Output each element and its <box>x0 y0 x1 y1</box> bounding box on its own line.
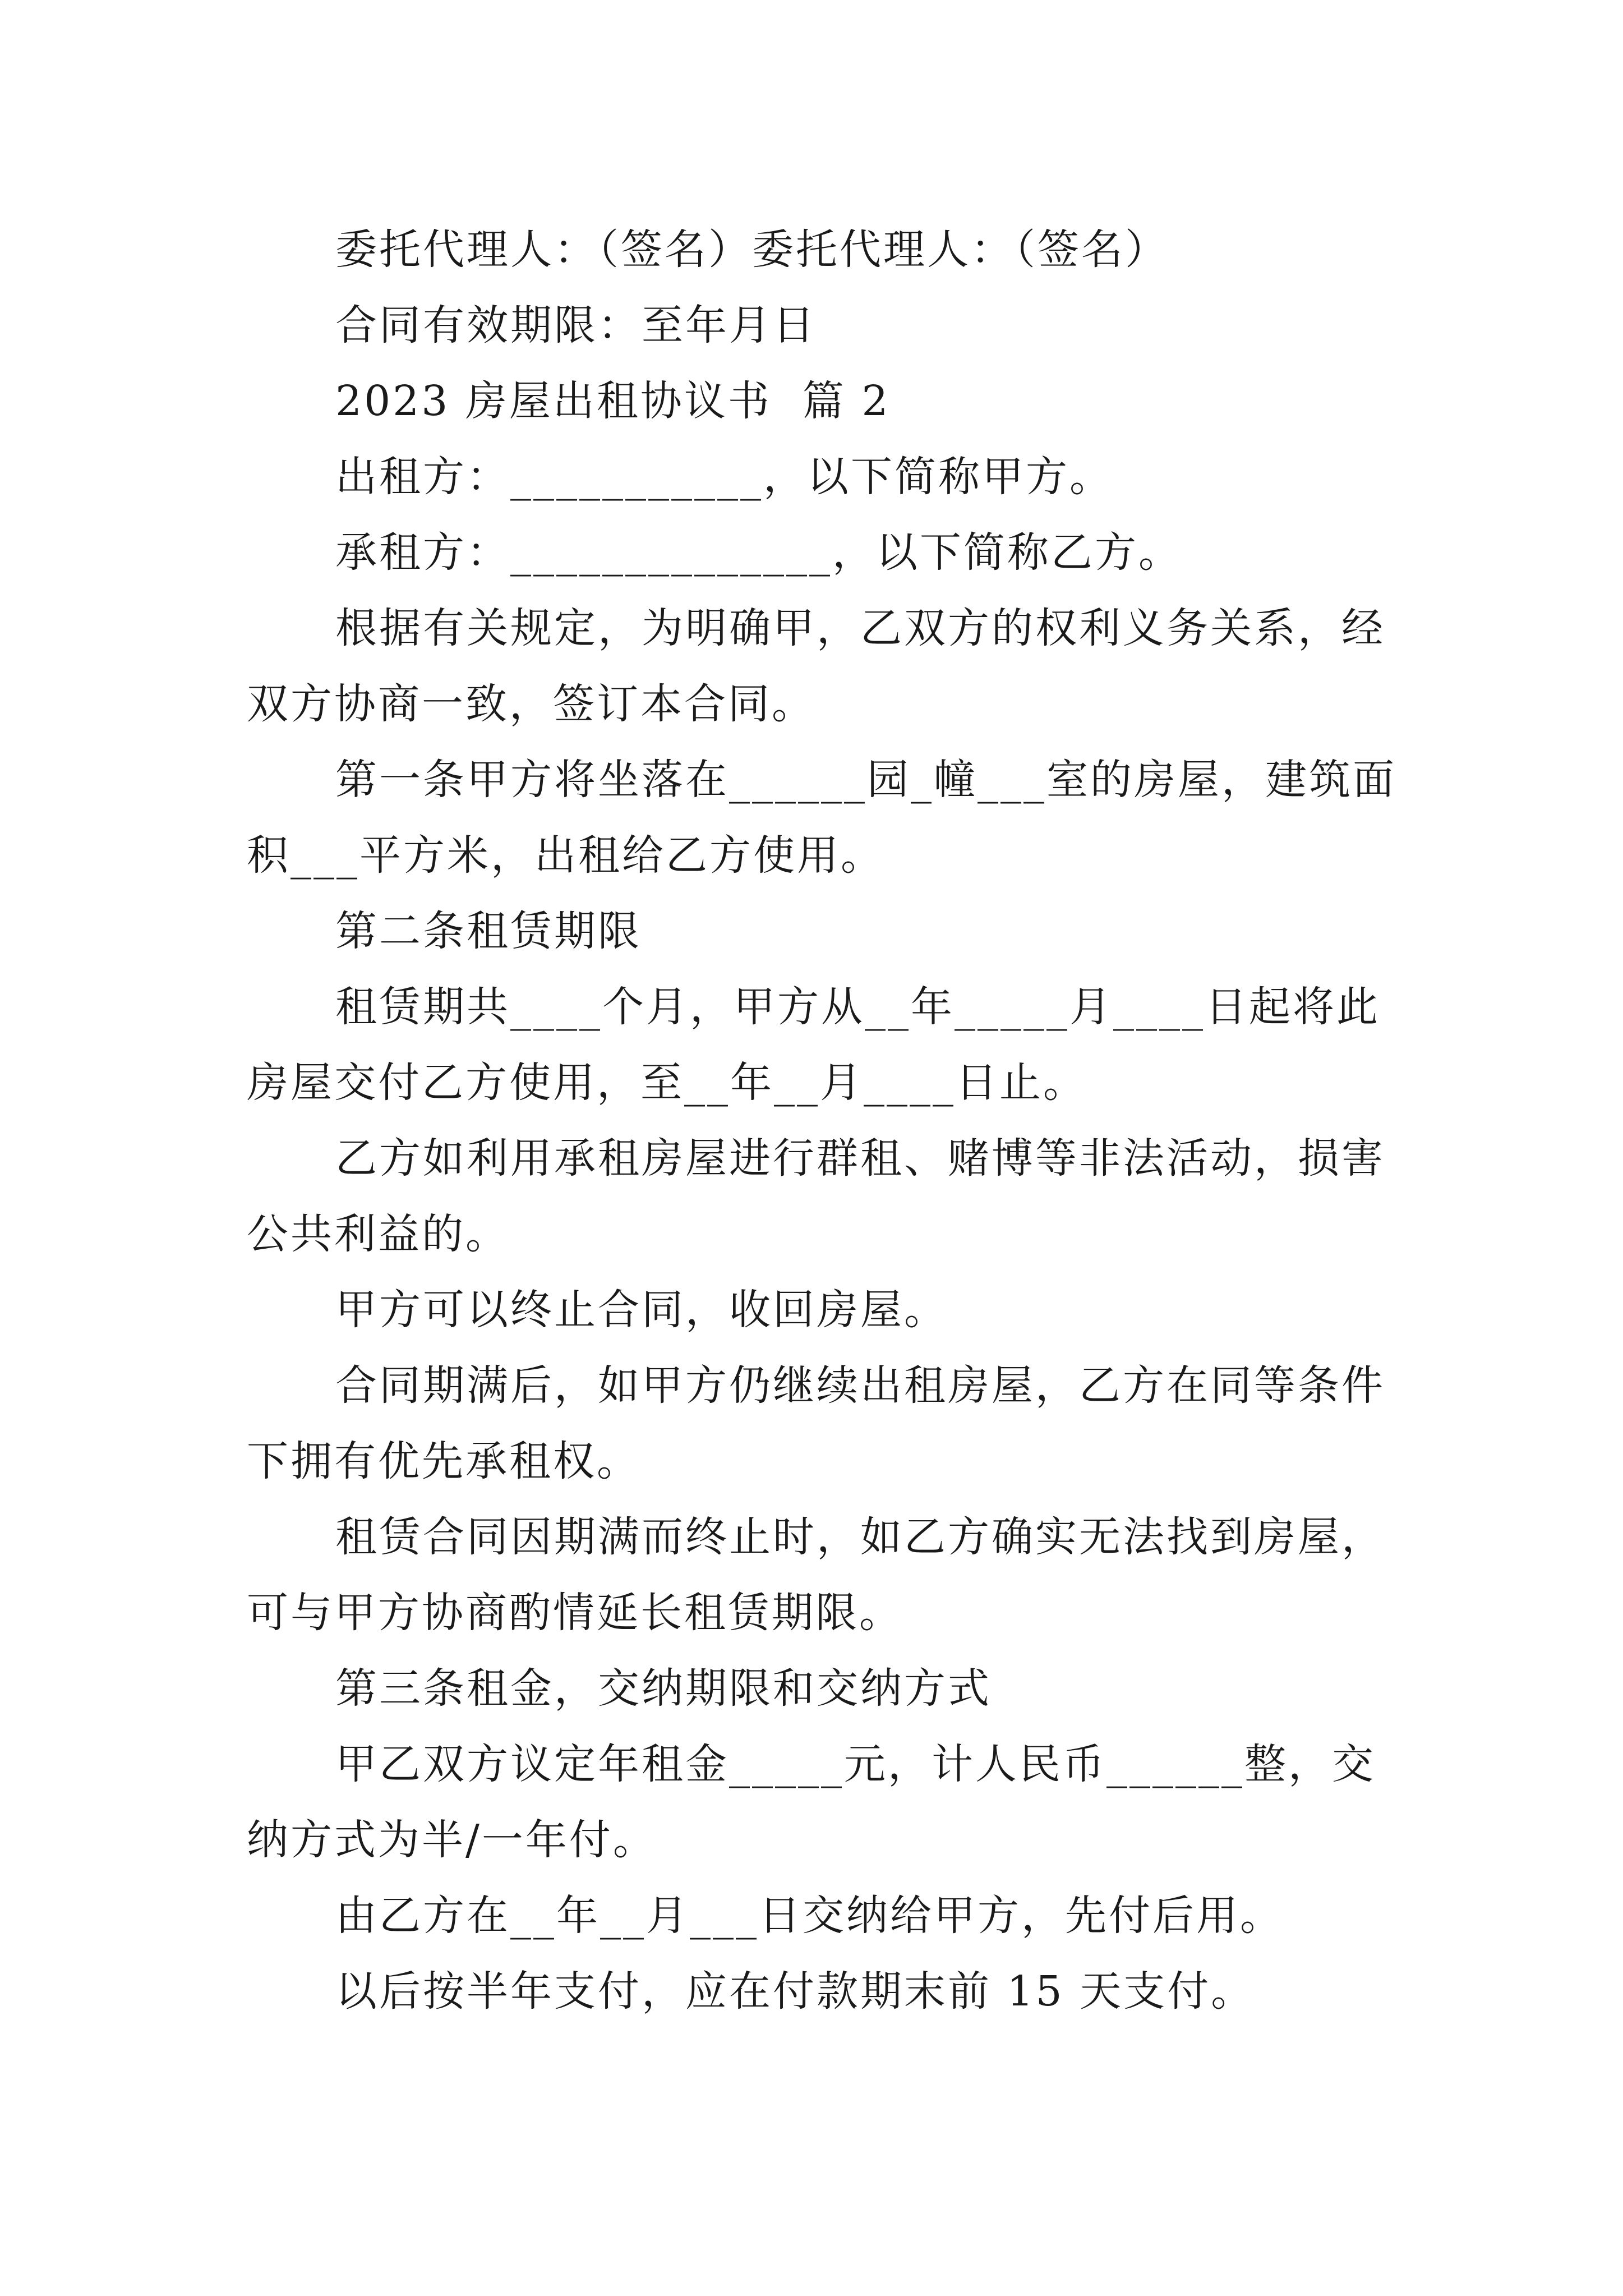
subsequent-payment-paragraph: 以后按半年支付，应在付款期末前 15 天支付。 <box>335 1967 1255 2016</box>
illegal-use-paragraph: 乙方如利用承租房屋进行群租、赌博等非法活动，损害公共利益的。 <box>247 1134 1385 1258</box>
contract-validity-line: 合同有效期限：至年月日 <box>335 301 817 349</box>
article-one-paragraph: 第一条甲方将坐落在______园_幢___室的房屋，建筑面积___平方米，出租给乙方使用。 <box>247 756 1396 880</box>
extension-paragraph: 租赁合同因期满而终止时，如乙方确实无法找到房屋，可与甲方协商酌情延长租赁期限。 <box>247 1513 1385 1637</box>
rent-amount-paragraph: 甲乙双方议定年租金_____元，计人民币______整，交纳方式为半/一年付。 <box>247 1740 1376 1864</box>
renewal-priority-paragraph: 合同期满后，如甲方仍继续出租房屋，乙方在同等条件下拥有优先承租权。 <box>247 1361 1385 1485</box>
document-body <box>247 212 1402 2030</box>
article-two-heading: 第二条租赁期限 <box>335 907 642 955</box>
lessee-line: 承租方：______________，以下简称乙方。 <box>335 528 1182 577</box>
preamble-paragraph: 根据有关规定，为明确甲，乙双方的权利义务关系，经双方协商一致，签订本合同。 <box>247 604 1385 728</box>
first-payment-paragraph: 由乙方在__年__月___日交纳给甲方，先付后用。 <box>335 1892 1284 1940</box>
lease-term-paragraph: 租赁期共____个月，甲方从__年_____月____日起将此房屋交付乙方使用，至__年__月____日止。 <box>247 983 1380 1107</box>
termination-paragraph: 甲方可以终止合同，收回房屋。 <box>335 1286 948 1334</box>
agent-signature-line: 委托代理人：（签名）委托代理人：（签名） <box>335 226 1169 274</box>
article-three-heading: 第三条租金，交纳期限和交纳方式 <box>335 1664 992 1713</box>
section-heading: 2023 房屋出租协议书 篇 2 <box>335 377 891 425</box>
lessor-line: 出租方：___________，以下简称甲方。 <box>335 453 1113 501</box>
